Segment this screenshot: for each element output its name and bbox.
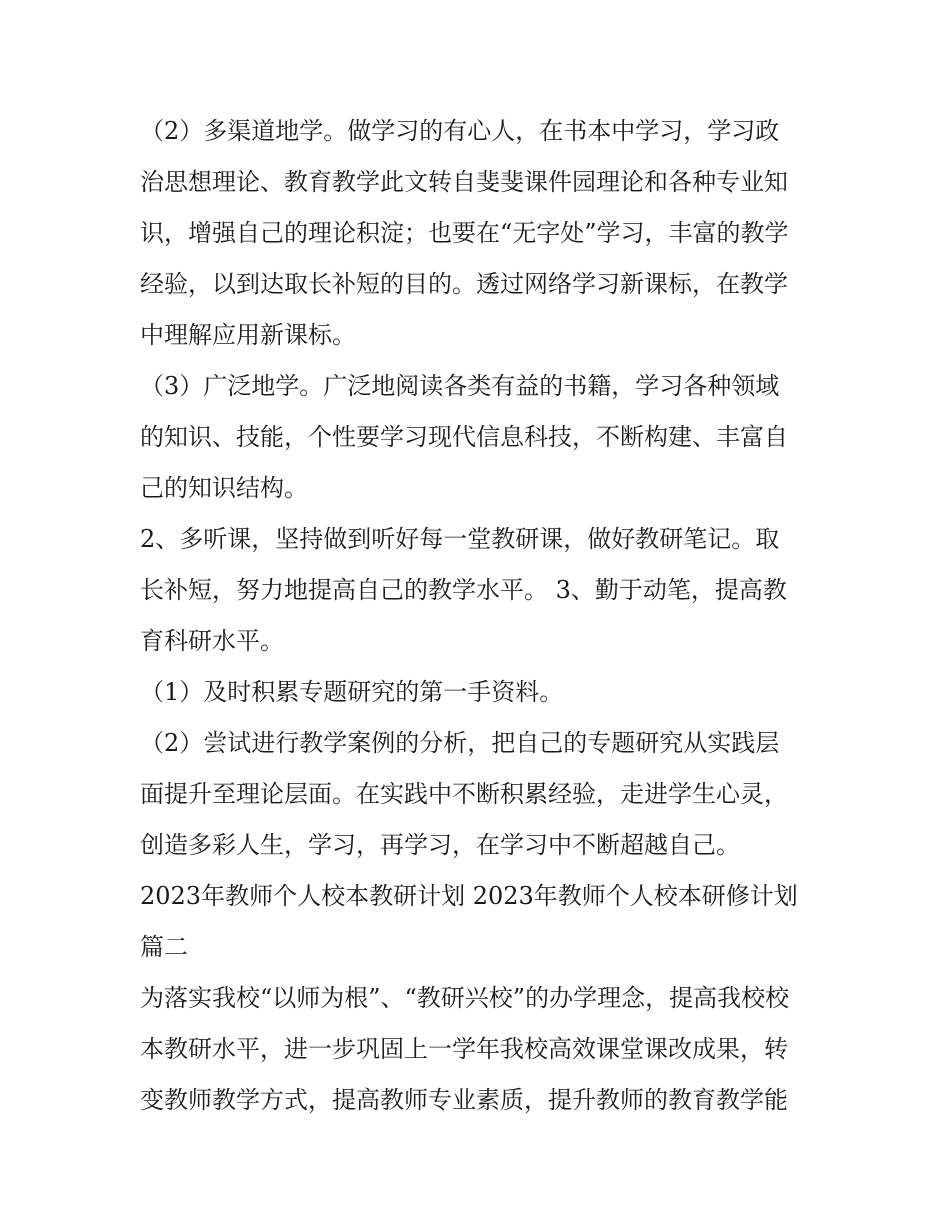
text-line: 面提升至理论层面。在实践中不断积累经验，走进学生心灵， bbox=[140, 780, 788, 808]
heading-line: 2023年教师个人校本教研计划 2023年教师个人校本研修计划 bbox=[140, 882, 798, 910]
text-line: 变教师教学方式，提高教师专业素质，提升教师的教育教学能 bbox=[140, 1086, 788, 1114]
heading-line: 篇二 bbox=[140, 933, 188, 961]
text-line: 的知识、技能，个性要学习现代信息科技，不断构建、丰富自 bbox=[140, 423, 788, 451]
text-line: 为落实我校“以师为根”、“教研兴校”的办学理念，提高我校校 bbox=[140, 984, 790, 1012]
text-line: 己的知识结构。 bbox=[140, 474, 308, 502]
text-line: 识，增强自己的理论积淀；也要在“无字处”学习，丰富的教学 bbox=[140, 219, 789, 247]
text-line: 长补短，努力地提高自己的教学水平。 3、勤于动笔，提高教 bbox=[140, 576, 787, 604]
text-line: （1）及时积累专题研究的第一手资料。 bbox=[140, 678, 564, 706]
text-line: 创造多彩人生，学习，再学习，在学习中不断超越自己。 bbox=[140, 831, 740, 859]
text-line: 中理解应用新课标。 bbox=[140, 321, 356, 349]
text-line: （2）尝试进行教学案例的分析，把自己的专题研究从实践层 bbox=[140, 729, 780, 757]
text-line: 本教研水平，进一步巩固上一学年我校高效课堂课改成果，转 bbox=[140, 1035, 788, 1063]
text-line: 经验，以到达取长补短的目的。透过网络学习新课标，在教学 bbox=[140, 270, 788, 298]
document-body bbox=[140, 106, 820, 1126]
text-line: 育科研水平。 bbox=[140, 627, 284, 655]
text-line: 2、多听课，坚持做到听好每一堂教研课，做好教研笔记。取 bbox=[140, 525, 780, 553]
text-line: 治思想理论、教育教学此文转自斐斐课件园理论和各种专业知 bbox=[140, 168, 788, 196]
text-line: （3）广泛地学。广泛地阅读各类有益的书籍，学习各种领域 bbox=[140, 372, 780, 400]
text-line: （2）多渠道地学。做学习的有心人，在书本中学习，学习政 bbox=[140, 117, 780, 145]
